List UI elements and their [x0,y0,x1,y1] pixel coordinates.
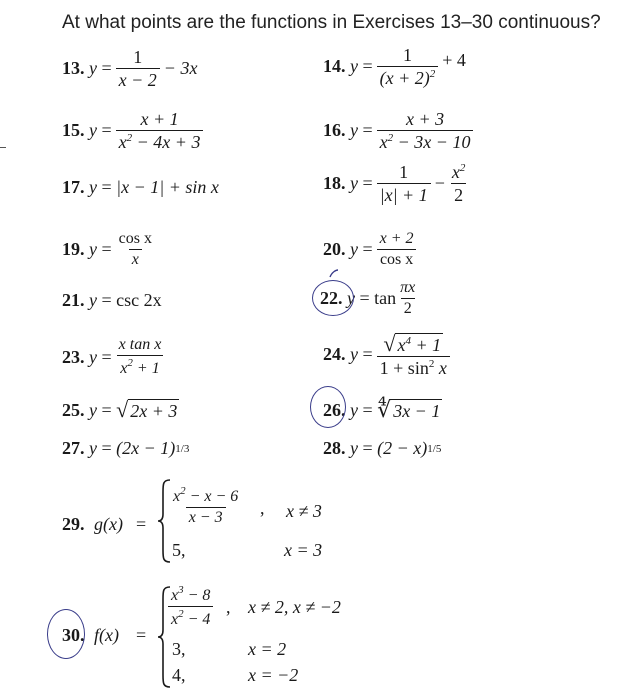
fraction [377,110,474,152]
term: − 3x [163,58,198,79]
page-title: At what points are the functions in Exercises 13–30 continuous? [62,12,601,33]
exercise-number: 21. [62,290,85,310]
fraction [116,110,204,152]
lhs: y [350,344,358,365]
denominator: x [129,249,142,269]
equals: = [101,290,112,310]
exercise-14 [323,46,466,88]
exponent: 1/5 [427,442,442,455]
denominator: 2 [401,298,415,318]
equals: = [101,120,112,141]
exercise-number: 20. [323,239,346,260]
lhs: y [89,120,97,141]
lhs: y [350,438,358,458]
function-name: tan [374,288,397,309]
lhs: y [350,120,358,141]
case-2-condition: x = 2 [248,639,287,659]
numerator-2: $x^2$ [451,162,466,182]
case-3-value: 4, [172,665,186,685]
exercise-28 [323,438,441,459]
lhs: g(x) [94,514,123,534]
equals: = [362,56,373,77]
expression: |x − 1| + sin x [116,177,219,197]
exercise-24 [323,332,454,378]
case-1-condition: x ≠ 2, x ≠ −2 [248,597,341,617]
case-2-condition: x = 3 [284,540,323,560]
exercise-number: 27. [62,438,85,458]
exercise-19 [62,231,159,269]
lhs: y [89,58,97,79]
equals: = [362,120,373,141]
radical-sign: √ [116,397,129,422]
exercise-number: 18. [323,173,346,194]
lhs: y [89,239,97,260]
exercise-22 [320,280,422,318]
numerator: x + 3 [405,109,445,129]
lhs: y [350,239,358,260]
fraction [377,163,431,205]
fraction [377,231,417,269]
denominator-2: 2 [451,183,466,205]
numerator: x tan x [118,336,162,353]
exercise-number: 17. [62,177,85,197]
radical-sign: ∜ [377,397,392,422]
equals: = [362,173,373,194]
exercise-20 [323,231,421,269]
exercise-number: 26. [323,399,346,420]
exercise-23 [62,337,168,378]
lhs: y [89,399,97,420]
lhs: f(x) [94,625,119,645]
equals: = [362,239,373,260]
numerator: x + 1 [140,109,179,129]
exercise-16 [323,110,477,152]
exercise-13 [62,48,197,90]
exercise-30 [56,583,396,691]
exercise-number: 25. [62,399,85,420]
radicand: 2x + 3 [130,400,178,421]
exercise-15 [62,110,207,152]
fraction [377,46,439,88]
equals: = [101,58,112,79]
case-3-condition: x = −2 [248,665,299,685]
denominator: x − 2 [116,68,160,90]
numerator: cos x [118,230,152,247]
exercise-number: 14. [323,56,346,77]
exercise-27 [62,438,189,459]
numerator: √ $x^4 + 1$ [383,331,442,356]
fraction [397,280,418,318]
case-1-fraction: $\frac{x^3 - 8}{x^2 - 4}$ [168,585,213,629]
expression: (2x − 1) [116,438,176,458]
exercise-29 [62,476,382,568]
exercise-number: 24. [323,344,346,365]
lhs: y [347,288,355,309]
denominator: $x^2 + 1$ [117,355,162,378]
exercise-number: 16. [323,120,346,141]
exercise-number: 13. [62,58,85,79]
numerator: 1 [399,162,409,182]
equals: = [362,438,373,458]
denominator: |x| + 1 [377,183,431,205]
exponent: 1/3 [175,442,190,455]
exercise-26 [323,397,442,423]
exercise-number: 19. [62,239,85,260]
exercise-number: 22. [320,288,343,309]
equals: = [101,346,112,367]
denominator: cos x [377,249,416,269]
fraction-2 [449,163,469,205]
equals: = [101,399,112,420]
margin-tick [0,147,6,148]
exercise-number: 15. [62,120,85,141]
denominator: $1 + \sin^2 x$ [377,356,450,378]
handwritten-mark [328,268,340,278]
numerator: x + 2 [379,230,414,247]
expression: (2 − x) [377,438,428,458]
equals: = [101,177,112,197]
fraction [377,332,450,378]
equals: = [101,438,112,458]
equals: = [136,625,147,645]
case-1-comma: , [260,498,265,518]
equals: = [101,239,112,260]
equals: = [359,288,370,309]
numerator: 1 [402,45,412,65]
equals: = [362,344,373,365]
denominator: $x^2 - 3x - 10$ [377,130,474,152]
exercise-number: 23. [62,346,85,367]
expression: csc 2x [116,290,162,310]
exercise-number: 30. [62,625,85,645]
equals: = [362,399,373,420]
case-1-fraction: $\frac{x^2 - x - 6}{x - 3}$ [173,485,239,526]
lhs: y [350,399,358,420]
lhs: y [89,438,97,458]
minus-sign: − [434,173,445,194]
lhs: y [350,56,358,77]
exercise-21 [62,290,162,311]
exercise-25 [62,397,179,423]
lhs: y [89,177,97,197]
fraction [116,231,155,269]
fraction [116,48,160,90]
radicand: 3x − 1 [393,400,441,421]
numerator: πx [400,279,416,296]
case-2-value: 3, [172,639,186,659]
denominator: $(x + 2)^2$ [377,66,439,88]
numerator: 1 [133,47,143,67]
lhs: y [350,173,358,194]
exercise-18 [323,163,472,205]
exercise-number: 29. [62,514,85,534]
exercise-number: 28. [323,438,346,458]
denominator: $x^2 - 4x + 3$ [116,130,204,152]
lhs: y [89,346,97,367]
case-1-comma: , [226,597,231,617]
case-2-value: 5, [172,540,186,560]
term: + 4 [442,50,466,71]
fraction [116,337,165,378]
case-1-condition: x ≠ 3 [286,501,322,521]
lhs: y [89,290,97,310]
equals: = [136,514,147,534]
exercise-17 [62,177,219,198]
